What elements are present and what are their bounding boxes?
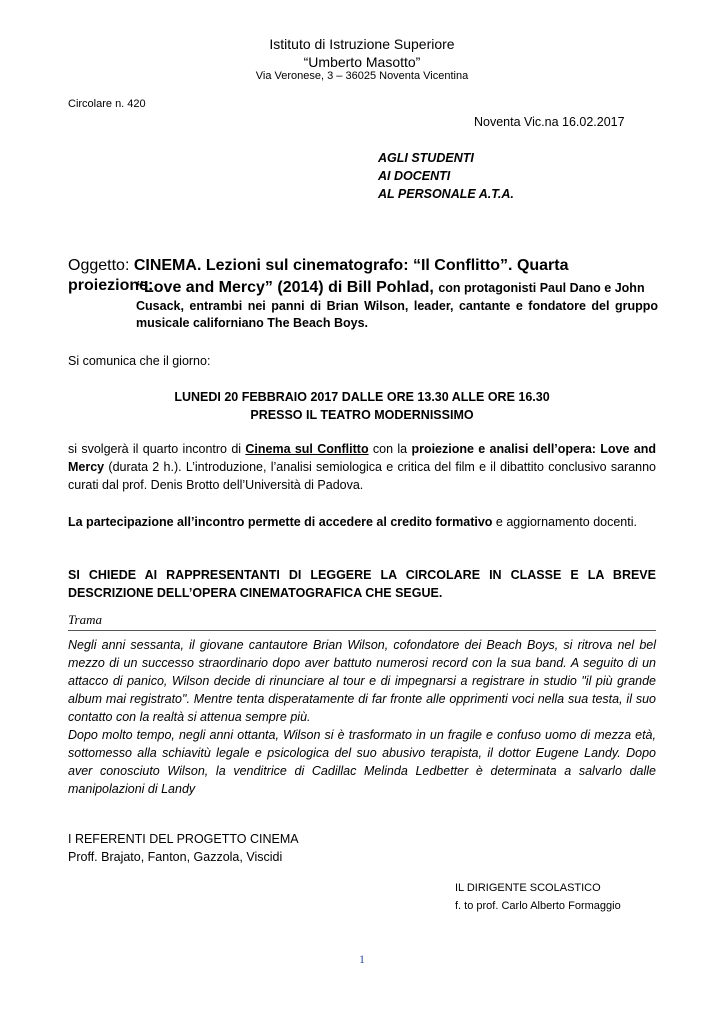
event-where: PRESSO IL TEATRO MODERNISSIMO bbox=[250, 408, 474, 422]
recipient-teachers: AI DOCENTI bbox=[378, 169, 451, 183]
plot-divider bbox=[68, 630, 656, 631]
school-title: Istituto di Istruzione Superiore bbox=[269, 36, 455, 52]
subject-film: “Love and Mercy” (2014) di Bill Pohlad, bbox=[136, 279, 434, 296]
intro-text: Si comunica che il giorno: bbox=[68, 354, 211, 368]
cinema-link[interactable]: Cinema sul Conflitto bbox=[245, 442, 369, 456]
event-text-b: con la bbox=[368, 442, 412, 456]
plot-paragraph-1: Negli anni sessanta, il giovane cantautore Brian Wilson, cofondatore dei Beach Boys, si ritrova nel bel mezzo di un successo straordinario dopo aver battuto numerosi record con la sua band. A seguito di un attacco di panico, Wilson decide di rinunciare al tour e di impegnarsi a registrare in studio "il più grande album mai registrato". Mentre tenta disperatamente di far fronte alle opprimenti voci nella sua testa, il suo contatto con la realtà si attenua sempre più. bbox=[68, 638, 656, 724]
recipient-students: AGLI STUDENTI bbox=[378, 151, 474, 165]
plot-label: Trama bbox=[68, 612, 102, 627]
event-when: LUNEDI 20 FEBBRAIO 2017 DALLE ORE 13.30 ALLE ORE 16.30 bbox=[174, 390, 550, 404]
subject-description: Cusack, entrambi nei panni di Brian Wilson, leader, cantante e fondatore del gruppo musicale californiano The Beach Boys. bbox=[136, 299, 658, 330]
page-number: 1 bbox=[359, 952, 365, 966]
credit-text-bold: La partecipazione all’incontro permette di accedere al credito formativo bbox=[68, 515, 493, 529]
document-date: Noventa Vic.na 16.02.2017 bbox=[474, 115, 625, 129]
subject-line-1: Oggetto: CINEMA. Lezioni sul cinematografo: “Il Conflitto”. Quarta proiezione: bbox=[68, 257, 569, 294]
director-title: IL DIRIGENTE SCOLASTICO bbox=[455, 882, 601, 894]
referents-names: Proff. Brajato, Fanton, Gazzola, Viscidi bbox=[68, 850, 283, 864]
school-name: “Umberto Masotto” bbox=[303, 54, 421, 70]
referents-title: I REFERENTI DEL PROGETTO CINEMA bbox=[68, 832, 299, 846]
recipient-staff: AL PERSONALE A.T.A. bbox=[378, 187, 514, 201]
subject-cast: con protagonisti Paul Dano e John bbox=[438, 281, 645, 295]
credit-paragraph bbox=[68, 513, 656, 531]
circular-number: Circolare n. 420 bbox=[68, 98, 146, 110]
subject-line-2 bbox=[136, 278, 658, 298]
event-text-c: (durata 2 h.). L’introduzione, l’analisi semiologica e critica del film e il dibattito conclusivo saranno curati dal prof. Denis Brotto dell’Università di Padova. bbox=[68, 460, 656, 492]
plot-text bbox=[68, 636, 656, 798]
credit-text-rest: e aggiornamento docenti. bbox=[492, 515, 637, 529]
event-text-a: si svolgerà il quarto incontro di bbox=[68, 442, 246, 456]
school-address: Via Veronese, 3 – 36025 Noventa Vicentina bbox=[255, 70, 469, 82]
event-text-bold: proiezione e analisi dell’opera: Love and Mercy bbox=[68, 442, 656, 474]
event-paragraph bbox=[68, 440, 656, 494]
subject-title: CINEMA. Lezioni sul cinematografo: “Il Conflitto”. Quarta proiezione: bbox=[68, 257, 569, 294]
request-paragraph: SI CHIEDE AI RAPPRESENTANTI DI LEGGERE LA CIRCOLARE IN CLASSE E LA BREVE DESCRIZIONE DELL’OPERA CINEMATOGRAFICA CHE SEGUE. bbox=[68, 568, 656, 600]
director-name: f. to prof. Carlo Alberto Formaggio bbox=[455, 900, 621, 912]
plot-paragraph-2: Dopo molto tempo, negli anni ottanta, Wilson si è trasformato in un fragile e confuso uomo di mezza età, sottomesso alla schiavitù legale e psicologica del suo abusivo terapista, il dottor Eugene Landy. Dopo aver conosciuto Wilson, la venditrice di Cadillac Melinda Ledbetter è determinata a salvarlo dalle manipolazioni di Landy bbox=[68, 728, 656, 796]
subject-label: Oggetto bbox=[68, 257, 125, 274]
